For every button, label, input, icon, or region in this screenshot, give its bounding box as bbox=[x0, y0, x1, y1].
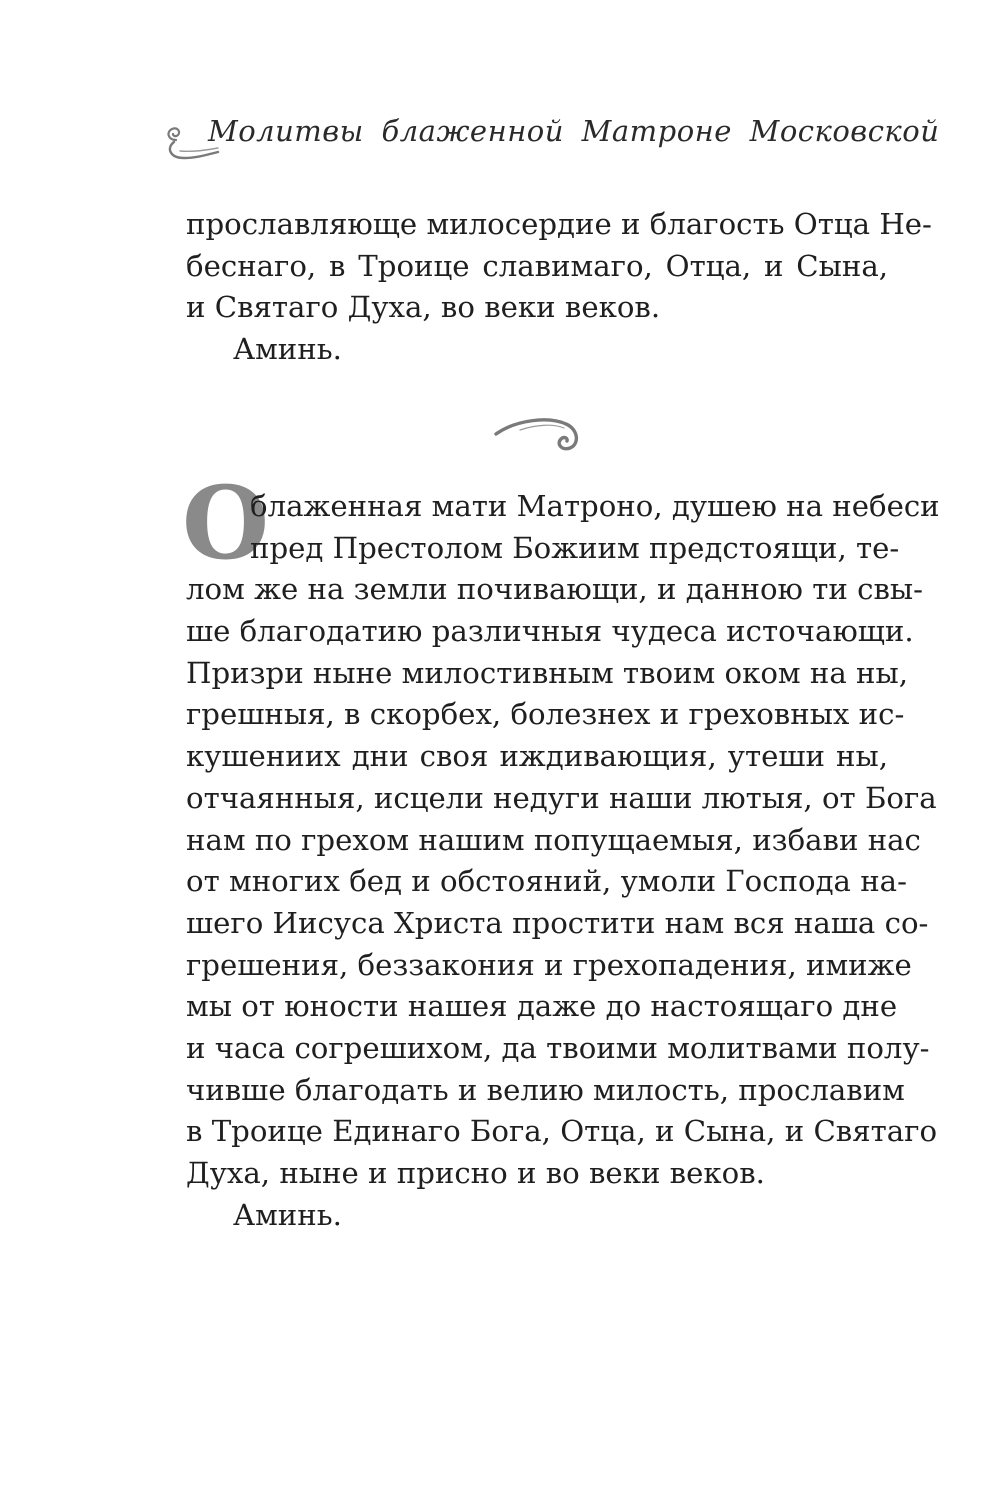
text-line: Призри ныне милостивным твоим оком на ны, bbox=[186, 655, 908, 690]
text-line: грешения, беззакония и грехопадения, имиже bbox=[186, 947, 912, 982]
amen-line: Аминь. bbox=[233, 1197, 342, 1232]
prayer-continuation bbox=[186, 204, 932, 371]
text-line: шего Иисуса Христа простити нам вся наша со- bbox=[186, 905, 929, 940]
prayer-text bbox=[186, 486, 940, 1236]
text-line: лом же на земли почивающи, и данною ти свы- bbox=[186, 572, 923, 607]
text-line: Духа, ныне и присно и во веки веков. bbox=[186, 1156, 765, 1190]
text-line: кушениих дни своя иждивающия, утеши ны, bbox=[186, 739, 888, 774]
text-line: беснаго, в Троице славимаго, Отца, и Сына, bbox=[186, 248, 888, 283]
text-line: отчаянныя, исцели недуги наши лютыя, от Бога bbox=[186, 780, 937, 815]
text-line: пред Престолом Божиим предстоящи, те- bbox=[250, 530, 900, 565]
text-line: мы от юности нашея даже до настоящаго дне bbox=[186, 989, 898, 1024]
running-header bbox=[160, 110, 940, 170]
text-line: и Святаго Духа, во веки веков. bbox=[186, 290, 661, 325]
text-line: в Троице Единаго Бога, Отца, и Сына, и Святаго bbox=[186, 1114, 938, 1149]
text-line: грешныя, в скорбех, болезнех и греховных ис- bbox=[186, 697, 905, 732]
text-line: блаженная мати Матроно, душею на небеси bbox=[250, 489, 940, 523]
running-title: Молитвы блаженной Матроне Московской bbox=[208, 114, 940, 148]
text-line: и часа согрешихом, да твоими молитвами полу- bbox=[186, 1030, 930, 1065]
text-line: чивше благодать и велию милость, прославим bbox=[186, 1072, 905, 1107]
text-line: нам по грехом нашим попущаемыя, избави нас bbox=[186, 822, 921, 857]
swirl-ornament-icon bbox=[490, 408, 590, 468]
amen-line: Аминь. bbox=[233, 332, 342, 367]
text-line: прославляюще милосердие и благость Отца Не- bbox=[186, 207, 932, 241]
text-line: от многих бед и обстояний, умоли Господа на- bbox=[186, 864, 907, 899]
text-line: ше благодатию различныя чудеса источающи. bbox=[186, 614, 914, 649]
drop-cap: О bbox=[182, 464, 270, 582]
